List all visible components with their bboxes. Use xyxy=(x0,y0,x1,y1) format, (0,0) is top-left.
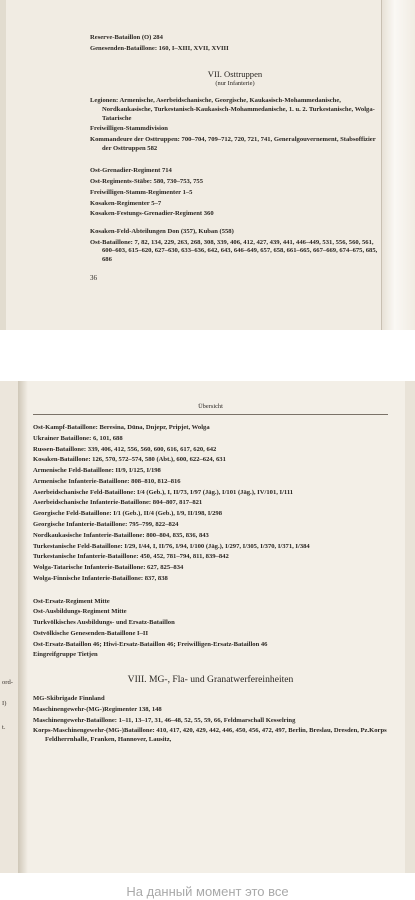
text-entry: Ostvölkische Genesenden-Bataillone I–II xyxy=(33,629,149,637)
text-entry: Kosaken-Feld-Abteilungen Don (357), Kuban (558) xyxy=(90,228,234,236)
text-entry: Turkestanische Infanterie-Bataillone: 450, 452, 781–794, 811, 839–842 xyxy=(33,553,229,561)
text-entry: Aserbeidschanische Infanterie-Bataillone: 804–807, 817–821 xyxy=(33,499,203,507)
text-entry: Eingreifgruppe Tietjen xyxy=(33,651,98,659)
running-header: Übersicht xyxy=(198,403,223,410)
text-entry: Armenische Feld-Bataillone: II/9, I/125, I/198 xyxy=(33,467,161,475)
page-text-top xyxy=(90,34,380,282)
text-entry: Maschinengewehr-Bataillone: 1–11, 13–17, 31, 46–48, 52, 55, 59, 66, Feldmarschall Kesselring xyxy=(33,716,296,724)
header-rule xyxy=(33,414,388,415)
text-entry: Maschinengewehr-(MG-)Regimenter 138, 148 xyxy=(33,705,162,713)
page-gutter xyxy=(18,381,28,873)
text-entry: Wolga-Tatarische Infanterie-Bataillone: 627, 825–834 xyxy=(33,564,184,572)
facing-page-strip xyxy=(0,381,18,873)
section-subtitle: (nur Infanterie) xyxy=(215,80,255,88)
facing-page-fragment: ord- xyxy=(2,679,13,686)
text-entry: Ost-Kampf-Bataillone: Beresina, Düna, Dnjepr, Pripjet, Wolga xyxy=(33,424,210,431)
page-text-bottom xyxy=(33,403,388,745)
text-entry: Turkvölkisches Ausbildungs- und Ersatz-Bataillon xyxy=(33,619,175,627)
section-title: VII. Osttruppen xyxy=(207,69,263,80)
text-entry: Kosaken-Festungs-Grenadier-Regiment 360 xyxy=(90,210,214,218)
text-entry: Turkestanische Feld-Bataillone: I/29, I/44, I, II/76, I/94, I/100 (Jäg.), I/297, I/305, I/370, I/371, I/384 xyxy=(33,542,310,550)
facing-page-fragment: t. xyxy=(2,724,6,731)
text-entry: Russen-Bataillone: 339, 406, 412, 556, 560, 600, 616, 617, 620, 642 xyxy=(33,445,217,453)
text-line: Reserve-Bataillon (O) 284 xyxy=(90,34,163,41)
text-entry: Armenische Infanterie-Bataillone: 808–810, 812–816 xyxy=(33,477,181,485)
text-entry: Ost-Ersatz-Bataillon 46; Hiwi-Ersatz-Bataillon 46; Freiwilligen-Ersatz-Bataillon 46 xyxy=(33,640,268,648)
text-entry: Georgische Feld-Bataillone: I/1 (Geb.), II/4 (Geb.), I/9, II/198, I/298 xyxy=(33,510,223,518)
scan-page-top xyxy=(0,0,415,330)
page-edge-right xyxy=(405,381,415,873)
text-entry: Kosaken-Regimenter 5–7 xyxy=(90,199,162,207)
text-entry: Wolga-Finnische Infanterie-Bataillone: 837, 838 xyxy=(33,574,168,582)
text-entry: Ost-Ersatz-Regiment Mitte xyxy=(33,597,110,605)
scan-page-bottom xyxy=(0,381,415,873)
page-edge-line xyxy=(381,0,382,330)
text-entry: Aserbeidschanische Feld-Bataillone: I/4 (Geb.), I, II/73, I/97 (Jäg.), I/101 (Jäg.), IV/101, I/111 xyxy=(33,488,294,496)
page-shadow-right xyxy=(381,0,415,330)
text-entry: Ost-Ausbildungs-Regiment Mitte xyxy=(33,608,127,616)
text-entry: Legionen: Armenische, Aserbeidschanische, Georgische, Kaukasisch-Mohammedanische, Nordkaukasische, Turkestanisch-Kaukasisch-Mohammedanische, 1. u. 2. Turkestanische, Wolga-Tatarische xyxy=(90,97,375,122)
text-entry: Kosaken-Bataillone: 126, 570, 572–574, 580 (Abt.), 600, 622–624, 631 xyxy=(33,456,226,464)
section-title: VIII. MG-, Fla- und Granatwerfereinheiten xyxy=(127,674,294,686)
text-entry: MG-Skibrigade Finnland xyxy=(33,695,105,703)
text-entry: Nordkaukasische Infanterie-Bataillone: 800–804, 835, 836, 843 xyxy=(33,531,209,539)
page-shadow-left xyxy=(0,0,6,330)
text-entry: Freiwilligen-Stammdivision xyxy=(90,125,168,133)
facing-page-fragment: I) xyxy=(2,700,7,707)
text-entry: Georgische Infanterie-Bataillone: 795–799, 822–824 xyxy=(33,521,179,529)
text-entry: Ost-Regiments-Stäbe: 580, 730–753, 755 xyxy=(90,178,203,186)
text-entry: Ost-Grenadier-Regiment 714 xyxy=(90,167,172,175)
text-entry: Korps-Maschinengewehr-(MG-)Bataillone: 410, 417, 420, 429, 442, 446, 450, 456, 472, 497, Berlin, Breslau, Dresden, Pz.Korps Feldherrnhalle, Franken, Hannover, Lausitz, xyxy=(33,727,387,743)
page-number: 36 xyxy=(90,273,97,282)
text-entry: Kommandeure der Osttruppen: 700–704, 709–712, 720, 721, 741, Generalgouvernement, Stabsoffizier der Osttruppen 582 xyxy=(90,136,376,152)
text-line: Genesenden-Bataillone: 160, I–XIII, XVII, XVIII xyxy=(90,44,229,52)
text-entry: Ost-Bataillone: 7, 82, 134, 229, 263, 268, 308, 339, 406, 412, 427, 439, 441, 446–449, 531, 556, 560, 561, 600–603, 615–620, 627–630, 633–636, 642, 643, 646–649, 657, 658, 661–665, 667–669, 674–675, 685, 686 xyxy=(90,238,378,263)
text-entry: Ukrainer Bataillone: 6, 101, 688 xyxy=(33,434,123,442)
text-entry: Freiwilligen-Stamm-Regimenter 1–5 xyxy=(90,188,193,196)
end-caption: На данный момент это все xyxy=(126,884,289,899)
